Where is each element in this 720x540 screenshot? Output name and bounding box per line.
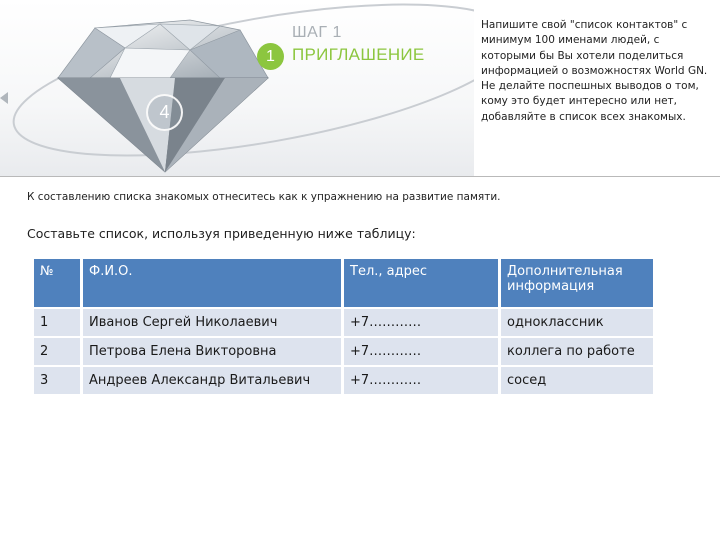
cell-number: 2 — [34, 338, 80, 365]
table-row — [34, 309, 653, 336]
cell-number: 3 — [34, 367, 80, 394]
cell-info: сосед — [501, 367, 653, 394]
table-row — [34, 367, 653, 394]
side-note-paragraph-2: Не делайте поспешных выводов о том, кому это будет интересно или нет, добавляйте в список всех знакомых. — [481, 80, 699, 123]
cell-phone: +7………… — [344, 367, 498, 394]
step-number-badge: 1 — [257, 43, 284, 70]
cell-name: Андреев Александр Витальевич — [83, 367, 341, 394]
step-label: ШАГ 1 — [292, 24, 342, 41]
cell-name: Петрова Елена Викторовна — [83, 338, 341, 365]
hero-banner — [0, 0, 474, 176]
cell-name: Иванов Сергей Николаевич — [83, 309, 341, 336]
cell-phone: +7………… — [344, 309, 498, 336]
instruction-table: Составьте список, используя приведенную ниже таблицу: — [27, 226, 416, 241]
divider — [0, 176, 720, 177]
contacts-table — [31, 257, 656, 396]
cell-info: коллега по работе — [501, 338, 653, 365]
step-title: ПРИГЛАШЕНИЕ — [292, 45, 425, 64]
side-note-paragraph-1: Напишите свой "список контактов" с минимум 100 именами людей, с которыми бы Вы хотели поделиться информацией о возможностях World GN. — [481, 19, 708, 77]
side-note — [481, 18, 717, 125]
header-number: № — [34, 259, 80, 307]
cell-info: одноклассник — [501, 309, 653, 336]
diamond-illustration — [0, 0, 474, 176]
instruction-memory: К составлению списка знакомых отнеситесь как к упражнению на развитие памяти. — [27, 191, 501, 203]
step-4-badge: 4 — [146, 94, 183, 131]
header-phone-address: Тел., адрес — [344, 259, 498, 307]
header-name: Ф.И.О. — [83, 259, 341, 307]
header-additional-info: Дополнительная информация — [501, 259, 653, 307]
table-row — [34, 338, 653, 365]
cell-phone: +7………… — [344, 338, 498, 365]
cell-number: 1 — [34, 309, 80, 336]
table-header-row — [34, 259, 653, 307]
